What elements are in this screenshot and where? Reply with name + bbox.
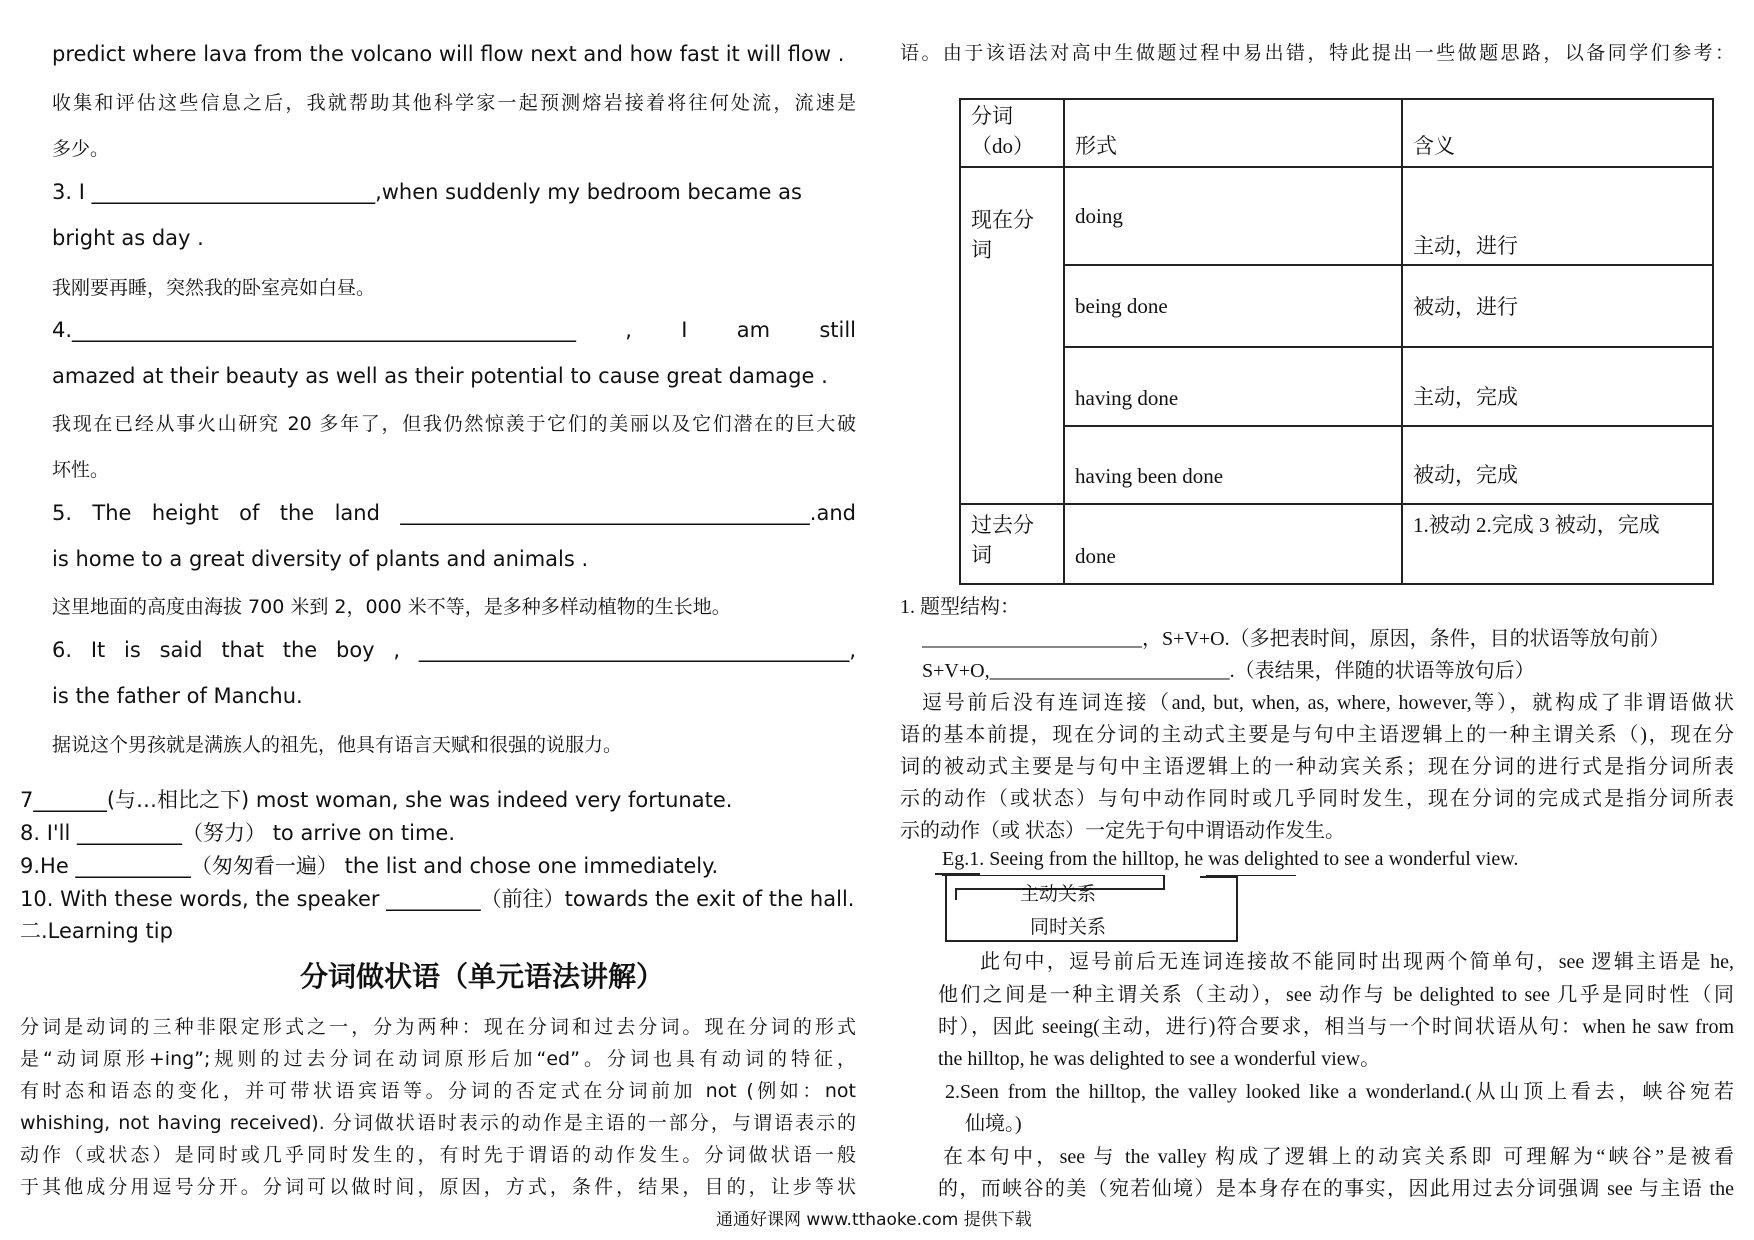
table-cell: being done bbox=[1064, 265, 1402, 347]
text-line: 多少。 bbox=[52, 138, 110, 160]
paragraph-line: 逗号前后没有连词连接（and, but, when, as, where, however,等），就构成了非谓语做状 bbox=[922, 692, 1734, 714]
structure-line: ______________________，S+V+O.（多把表时间，原因，条件，目的状语等放句前） bbox=[922, 628, 1670, 650]
paragraph-line: 此句中，逗号前后无连词连接故不能同时出现两个简单句，see 逻辑主语是 he, bbox=[980, 951, 1734, 973]
bracket-line bbox=[945, 874, 947, 942]
paragraph-line: whishing, not having received). 分词做状语时表示的动作是主语的一部分，与谓语表示的 bbox=[20, 1112, 856, 1134]
bracket-line bbox=[955, 888, 957, 900]
section-heading: 1. 题型结构： bbox=[900, 596, 1020, 618]
example-1: Eg.1. Seeing from the hilltop, he was delighted to see a wonderful view. bbox=[942, 848, 1519, 870]
text-line: is the father of Manchu. bbox=[52, 684, 303, 708]
table-cell: having done bbox=[1064, 347, 1402, 425]
text-line: amazed at their beauty as well as their potential to cause great damage . bbox=[52, 364, 828, 388]
table-header: 分词（do） bbox=[960, 99, 1064, 167]
question-7: 7_______(与…相比之下) most woman, she was indeed very fortunate. bbox=[20, 788, 733, 812]
paragraph-line: 是“动词原形+ing”;规则的过去分词在动词原形后加“ed”。分词也具有动词的特征， bbox=[20, 1048, 856, 1070]
paragraph-line: 时），因此 seeing(主动，进行)符合要求，相当与一个时间状语从句：when he saw from bbox=[938, 1016, 1734, 1038]
text-line: 收集和评估这些信息之后，我就帮助其他科学家一起预测熔岩接着将往何处流，流速是 bbox=[52, 92, 856, 114]
intro-line: 语。由于该语法对高中生做题过程中易出错，特此提出一些做题思路，以备同学们参考： bbox=[900, 42, 1734, 64]
paragraph-line: 他们之间是一种主谓关系（主动），see 动作与 be delighted to see 几乎是同时性（同 bbox=[938, 984, 1734, 1006]
structure-line: S+V+O,________________________.（表结果，伴随的状语等放句后） bbox=[922, 660, 1535, 682]
example-2: 仙境。) bbox=[965, 1113, 1022, 1135]
example-2: 2.Seen from the hilltop, the valley looked like a wonderland.(从山顶上看去，峡谷宛若 bbox=[945, 1081, 1734, 1103]
paragraph-line: 语的基本前提，现在分词的主动式主要是与句中主语逻辑上的一种主谓关系（)，现在分 bbox=[900, 724, 1734, 746]
paragraph-line: 动作（或状态）是同时或几乎同时发生的，有时先于谓语的动作发生。分词做状语一般 bbox=[20, 1144, 856, 1166]
question-10: 10. With these words, the speaker _________（前往）towards the exit of the hall. bbox=[20, 887, 855, 911]
paragraph-line: 示的动作（或 状态）一定先于句中谓语动作发生。 bbox=[900, 820, 1345, 842]
text-line: is home to a great diversity of plants and animals . bbox=[52, 547, 589, 571]
translation: 这里地面的高度由海拔 700 米到 2，000 米不等，是多种多样动植物的生长地。 bbox=[52, 596, 731, 618]
paragraph-line: the hilltop, he was delighted to see a wonderful view。 bbox=[938, 1048, 1381, 1070]
question-9: 9.He ___________（匆匆看一遍） the list and chose one immediately. bbox=[20, 854, 719, 878]
text-line: bright as day . bbox=[52, 226, 204, 250]
paragraph-line: 于其他成分用逗号分开。分词可以做时间，原因，方式，条件，结果，目的，让步等状 bbox=[20, 1176, 856, 1198]
relation-label: 主动关系 bbox=[1020, 883, 1097, 905]
paragraph-line: 词的被动式主要是与句中主语逻辑上的一种动宾关系；现在分词的进行式是指分词所表 bbox=[900, 756, 1734, 778]
table-cell: done bbox=[1064, 504, 1402, 584]
paragraph-line: 在本句中，see 与 the valley 构成了逻辑上的动宾关系即 可理解为“峡谷”是被看 bbox=[943, 1146, 1734, 1168]
table-header: 形式 bbox=[1064, 99, 1402, 167]
question-5: 5. The height of the land _______________________________________.and bbox=[52, 501, 856, 525]
table-cell: 1.被动 2.完成 3 被动，完成 bbox=[1402, 504, 1713, 584]
table-cell: 被动，完成 bbox=[1402, 426, 1713, 504]
translation: 坏性。 bbox=[52, 459, 110, 481]
relation-label: 同时关系 bbox=[1030, 916, 1107, 938]
question-8: 8. I'll __________（努力） to arrive on time. bbox=[20, 821, 456, 845]
translation: 我现在已经从事火山研究 20 多年了，但我仍然惊羡于它们的美丽以及它们潜在的巨大破 bbox=[52, 413, 856, 435]
translation: 据说这个男孩就是满族人的祖先，他具有语言天赋和很强的说服力。 bbox=[52, 734, 623, 756]
translation: 我刚要再睡，突然我的卧室亮如白昼。 bbox=[52, 277, 376, 299]
underline bbox=[942, 875, 1165, 876]
page-title: 分词做状语（单元语法讲解） bbox=[300, 960, 665, 993]
table-rowhead: 现在分词 bbox=[960, 167, 1064, 504]
question-6: 6. It is said that the boy , _________________________________________, bbox=[52, 638, 856, 662]
paragraph-line: 有时态和语态的变化，并可带状语宾语等。分词的否定式在分词前加 not (例如：not bbox=[20, 1080, 856, 1102]
bracket-line bbox=[945, 940, 1238, 942]
table-cell: 被动，进行 bbox=[1402, 265, 1713, 347]
bracket-line bbox=[935, 873, 980, 875]
table-header: 含义 bbox=[1402, 99, 1713, 167]
question-4: 4.________________________________________________ , I am still bbox=[52, 318, 856, 342]
table-cell: having been done bbox=[1064, 426, 1402, 504]
table-cell: 主动，完成 bbox=[1402, 347, 1713, 425]
question-3: 3. I ___________________________,when suddenly my bedroom became as bbox=[52, 180, 802, 204]
table-cell: doing bbox=[1064, 167, 1402, 265]
table-cell: 主动，进行 bbox=[1402, 167, 1713, 265]
text-line: predict where lava from the volcano will flow next and how fast it will flow . bbox=[52, 42, 845, 66]
paragraph-line: 分词是动词的三种非限定形式之一，分为两种：现在分词和过去分词。现在分词的形式 bbox=[20, 1016, 856, 1038]
footer-source: 通通好课网 www.tthaoke.com 提供下载 bbox=[716, 1210, 1032, 1230]
paragraph-line: 示的动作（或状态）与句中动作同时或几乎同时发生，现在分词的完成式是指分词所表 bbox=[900, 788, 1734, 810]
participle-table bbox=[959, 98, 1714, 585]
table-rowhead: 过去分词 bbox=[960, 504, 1064, 584]
bracket-line bbox=[1236, 876, 1238, 942]
paragraph-line: 的，而峡谷的美（宛若仙境）是本身存在的事实，因此用过去分词强调 see 与主语 the bbox=[938, 1178, 1734, 1200]
bracket-line bbox=[1200, 876, 1238, 878]
section-heading: 二.Learning tip bbox=[20, 919, 173, 943]
